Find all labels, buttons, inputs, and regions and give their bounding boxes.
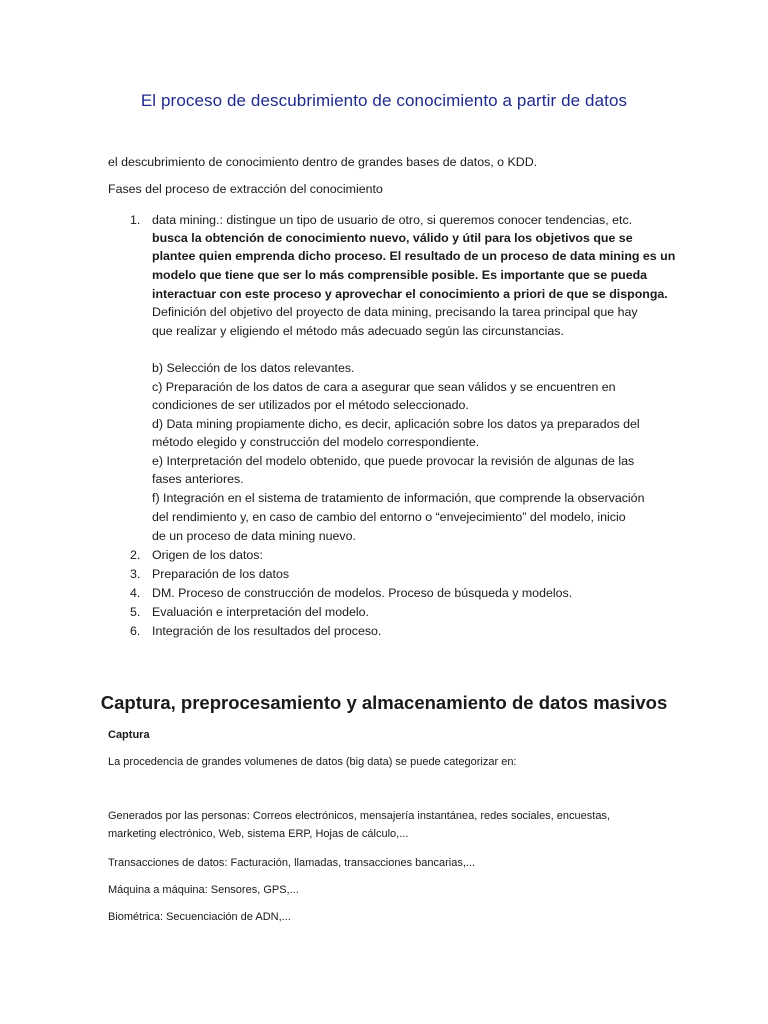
- transacciones-line: Transacciones de datos: Facturación, llamadas, transacciones bancarias,...: [108, 857, 476, 869]
- list-item-3: Preparación de los datos: [152, 567, 290, 581]
- list-number-5: 5.: [130, 605, 141, 619]
- captura-intro: La procedencia de grandes volumenes de datos (big data) se puede categorizar en:: [108, 756, 517, 768]
- document-title: El proceso de descubrimiento de conocimiento a partir de datos: [140, 91, 628, 110]
- list-item-1-line: Definición del objetivo del proyecto de data mining, precisando la tarea principal que hay: [152, 305, 638, 319]
- list-item-5: Evaluación e interpretación del modelo.: [152, 605, 369, 619]
- sub-step-line: método elegido y construcción del modelo correspondiente.: [152, 435, 480, 449]
- sub-step-line: fases anteriores.: [152, 472, 244, 486]
- sub-step-line: f) Integración en el sistema de tratamiento de información, que comprende la observación: [152, 491, 645, 505]
- list-number-4: 4.: [130, 586, 141, 600]
- maquina-line: Máquina a máquina: Sensores, GPS,...: [108, 884, 299, 896]
- list-number-1: 1.: [130, 213, 141, 227]
- intro-paragraph: el descubrimiento de conocimiento dentro de grandes bases de datos, o KDD.: [108, 155, 538, 169]
- list-item-1-line: busca la obtención de conocimiento nuevo, válido y útil para los objetivos que se: [152, 231, 633, 245]
- list-item-4: DM. Proceso de construcción de modelos. Proceso de búsqueda y modelos.: [152, 586, 573, 600]
- list-item-1-line: que realizar y eligiendo el método más adecuado según las circunstancias.: [152, 324, 564, 338]
- sub-step-line: b) Selección de los datos relevantes.: [152, 361, 355, 375]
- biometrica-line: Biométrica: Secuenciación de ADN,...: [108, 911, 291, 923]
- captura-label: Captura: [108, 729, 150, 741]
- phases-heading: Fases del proceso de extracción del conocimiento: [108, 182, 383, 196]
- list-item-1-line: modelo que tiene que ser lo más comprensible posible. Es importante que se pueda: [152, 268, 648, 282]
- sub-step-line: condiciones de ser utilizados por el método seleccionado.: [152, 398, 469, 412]
- sub-step-line: del rendimiento y, en caso de cambio del entorno o “envejecimiento” del modelo, inicio: [152, 510, 626, 524]
- list-item-1-line: plantee quien emprenda dicho proceso. El resultado de un proceso de data mining es un: [152, 249, 676, 263]
- list-number-6: 6.: [130, 624, 141, 638]
- list-number-3: 3.: [130, 567, 141, 581]
- list-item-6: Integración de los resultados del proceso.: [152, 624, 382, 638]
- list-number-2: 2.: [130, 548, 141, 562]
- generados-line: Generados por las personas: Correos electrónicos, mensajería instantánea, redes sociales, encuestas,: [108, 810, 610, 822]
- sub-step-line: e) Interpretación del modelo obtenido, que puede provocar la revisión de algunas de las: [152, 454, 635, 468]
- list-item-1-line: data mining.: distingue un tipo de usuario de otro, si queremos conocer tendencias, etc.: [152, 213, 633, 227]
- list-item-2: Origen de los datos:: [152, 548, 263, 562]
- sub-step-line: c) Preparación de los datos de cara a asegurar que sean válidos y se encuentren en: [152, 380, 616, 394]
- sub-step-line: d) Data mining propiamente dicho, es decir, aplicación sobre los datos ya preparados del: [152, 417, 640, 431]
- generados-line: marketing electrónico, Web, sistema ERP, Hojas de cálculo,...: [108, 828, 409, 840]
- list-item-1-line: interactuar con este proceso y aprovechar el conocimiento a priori de que se disponga.: [152, 287, 668, 301]
- sub-step-line: de un proceso de data mining nuevo.: [152, 529, 356, 543]
- section-heading: Captura, preprocesamiento y almacenamiento de datos masivos: [100, 692, 668, 713]
